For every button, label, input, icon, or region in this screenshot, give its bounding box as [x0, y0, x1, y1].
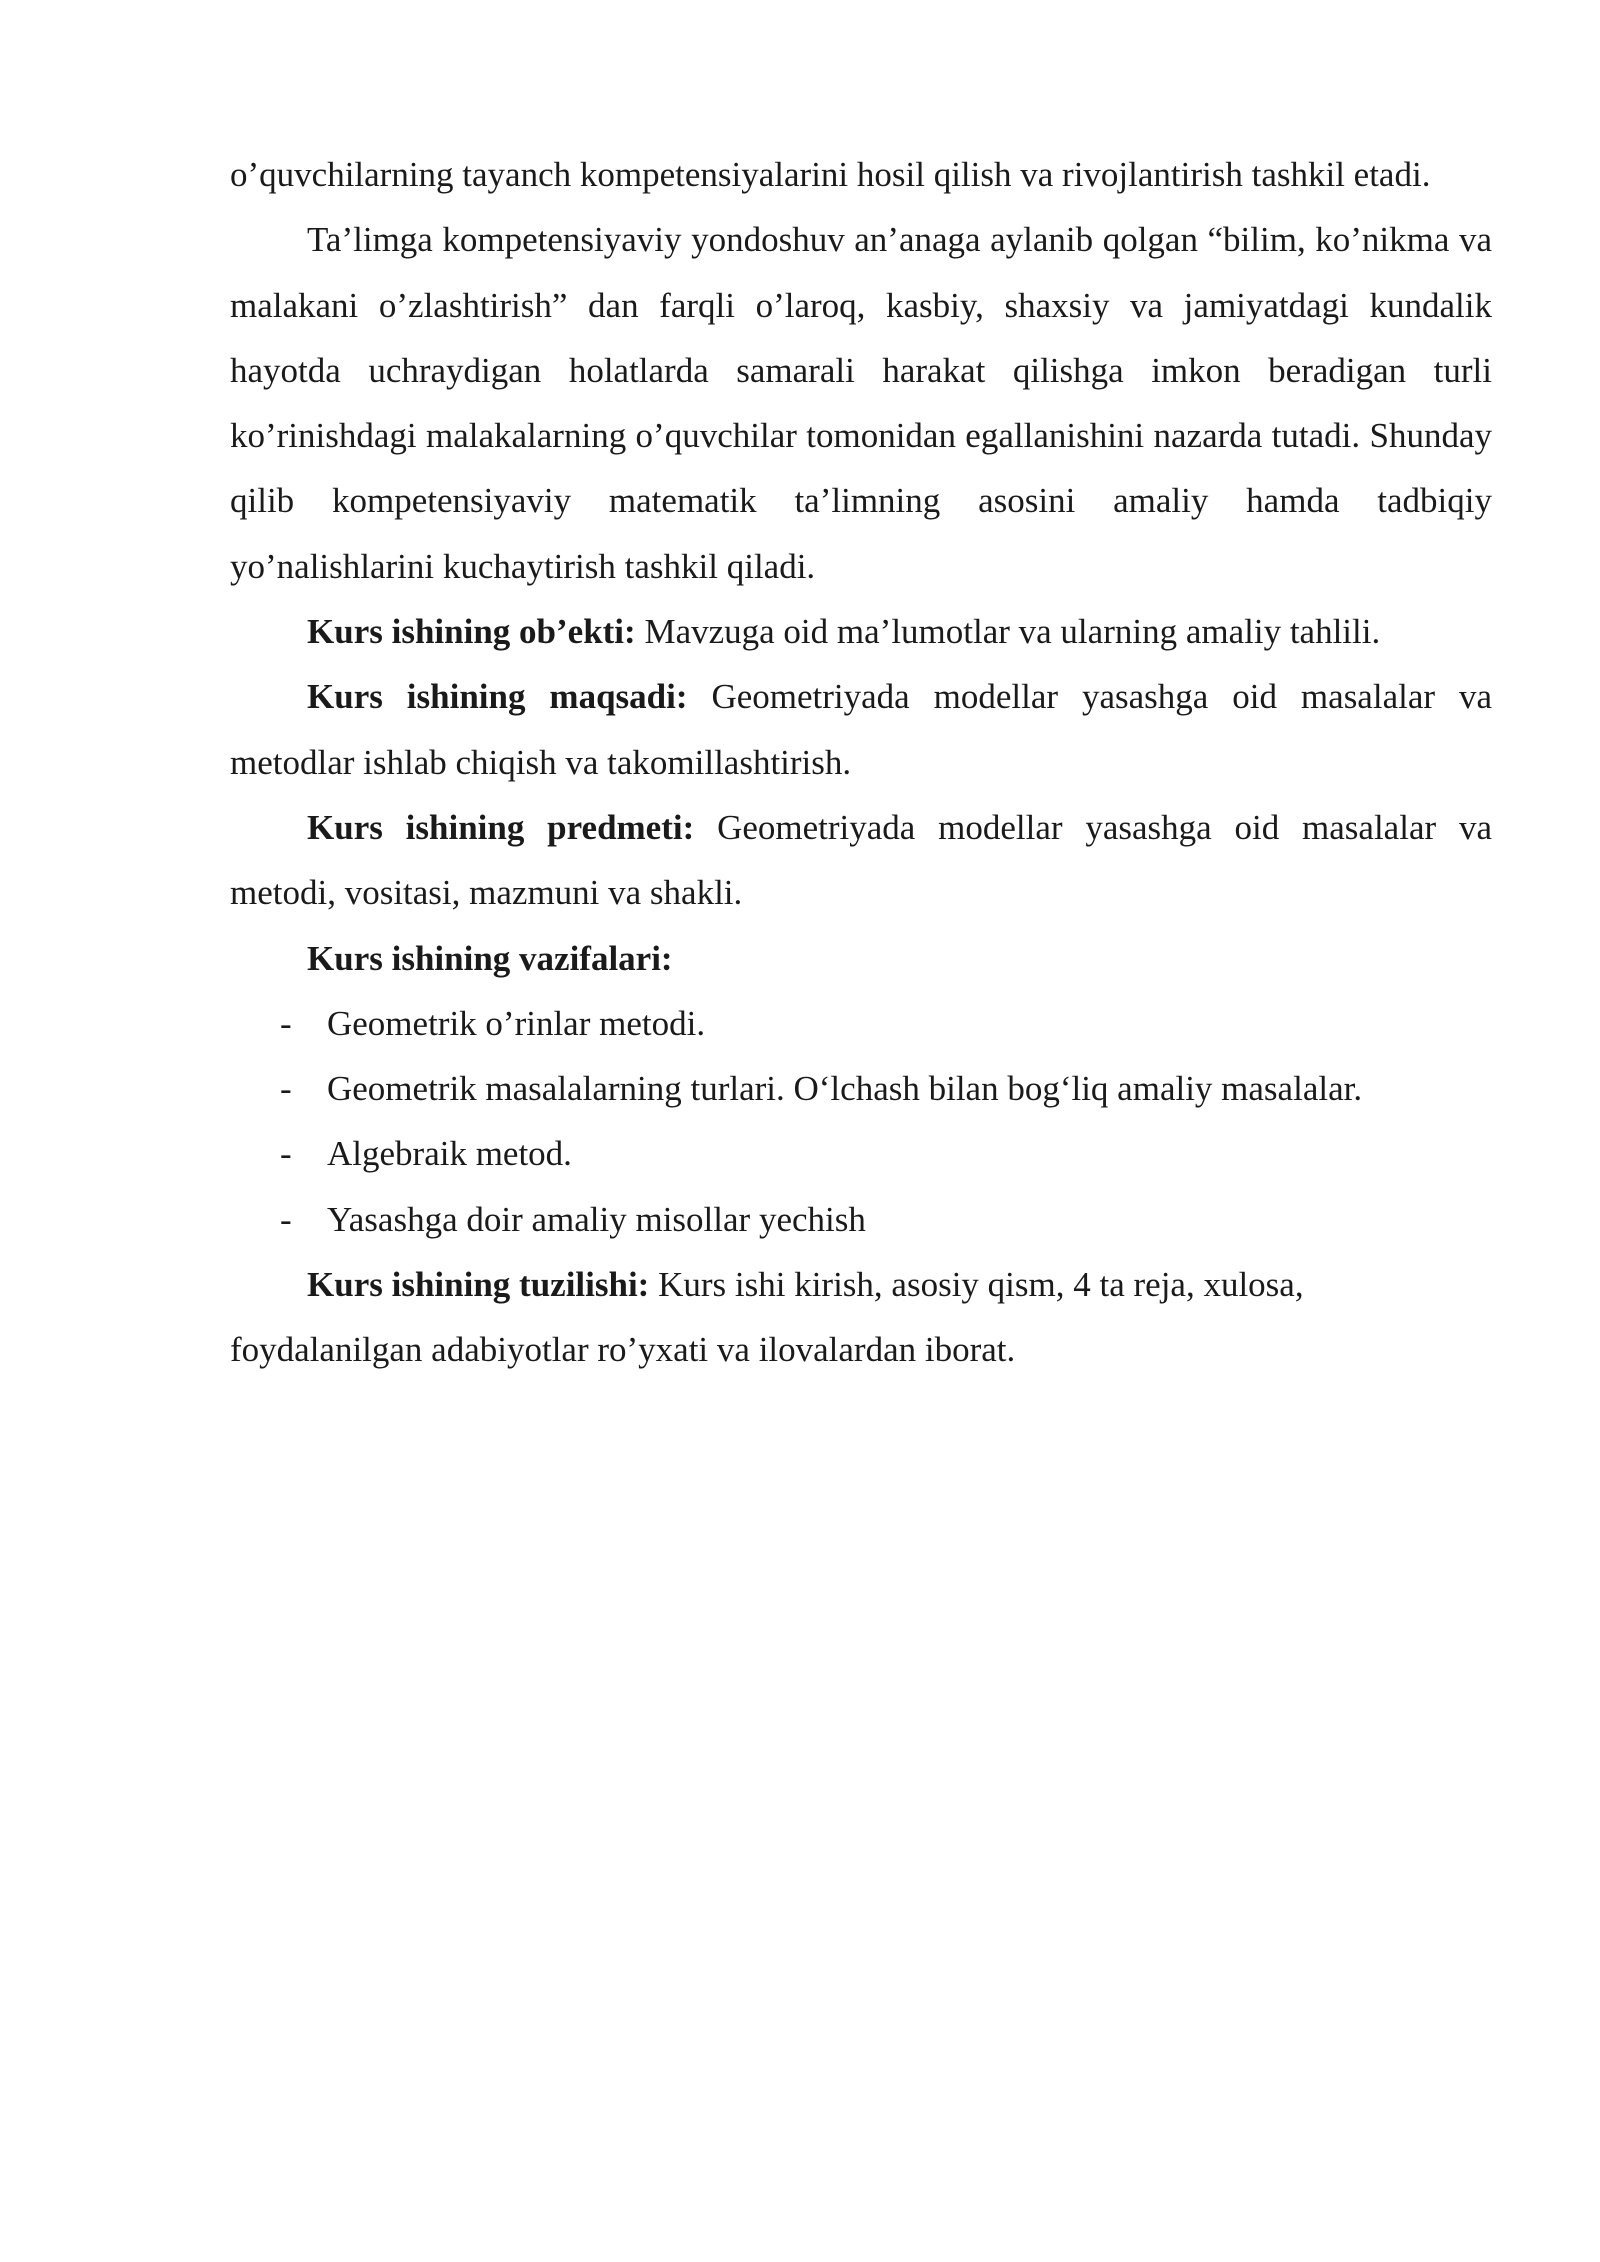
paragraph-continuation: o’quvchilarning tayanch kompetensiyalarini hosil qilish va rivojlantirish tashkil etadi.	[230, 155, 1431, 194]
list-item	[230, 991, 1492, 1056]
list-item-text: Algebraik metod.	[327, 1134, 572, 1174]
list-item	[230, 1056, 1492, 1121]
document-page	[230, 142, 1492, 1383]
structure-label: Kurs ishining tuzilishi:	[307, 1265, 650, 1305]
paragraph-competence-approach: Ta’limga kompetensiyaviy yondoshuv an’anaga aylanib qolgan “bilim, ko’nikma va malakani o’zlashtirish” dan farqli o’laroq, kasbiy, shaxsiy va jamiyatdagi kundalik hayotda uchraydigan holatlarda samarali harakat qilishga imkon beradigan turli ko’rinishdagi malakalarning o’quvchilar tomonidan egallanishini nazarda tutadi. Shunday qilib kompetensiyaviy matematik ta’limning asosini amaliy hamda tadbiqiy yo’nalishlarini kuchaytirish tashkil qiladi.	[230, 220, 1492, 586]
goal-label: Kurs ishining maqsadi:	[307, 677, 688, 717]
tasks-label: Kurs ishining vazifalari:	[307, 938, 673, 978]
tasks-list	[230, 991, 1492, 1252]
list-item-text: Yasashga doir amaliy misollar yechish	[327, 1199, 866, 1239]
paragraph-object	[230, 599, 1492, 664]
paragraph-goal	[230, 664, 1492, 795]
list-item	[230, 1121, 1492, 1186]
list-bullet: -	[280, 1003, 292, 1043]
paragraph-structure	[230, 1252, 1492, 1383]
list-item-text: Geometrik masalalarning turlari. O‘lchash bilan bog‘liq amaliy masalalar.	[327, 1069, 1363, 1109]
paragraph-subject	[230, 795, 1492, 926]
structure-text: Kurs ishi kirish, asosiy qism, 4 ta reja, xulosa, foydalanilgan adabiyotlar ro’yxati va ilovalardan iborat.	[230, 1265, 1304, 1370]
goal-text: Geometriyada modellar yasashga oid masalalar va metodlar ishlab chiqish va takomillashtirish.	[230, 677, 1492, 782]
object-label: Kurs ishining ob’ekti:	[307, 612, 636, 652]
list-item-text: Geometrik o’rinlar metodi.	[327, 1003, 706, 1043]
list-item	[230, 1187, 1492, 1252]
list-bullet: -	[280, 1069, 292, 1109]
subject-label: Kurs ishining predmeti:	[307, 807, 695, 847]
list-bullet: -	[280, 1134, 292, 1174]
paragraph-tasks-heading	[230, 926, 1492, 991]
list-bullet: -	[280, 1199, 292, 1239]
subject-text: Geometriyada modellar yasashga oid masalalar va metodi, vositasi, mazmuni va shakli.	[230, 807, 1492, 913]
object-text: Mavzuga oid ma’lumotlar va ularning amaliy tahlili.	[635, 612, 1381, 652]
